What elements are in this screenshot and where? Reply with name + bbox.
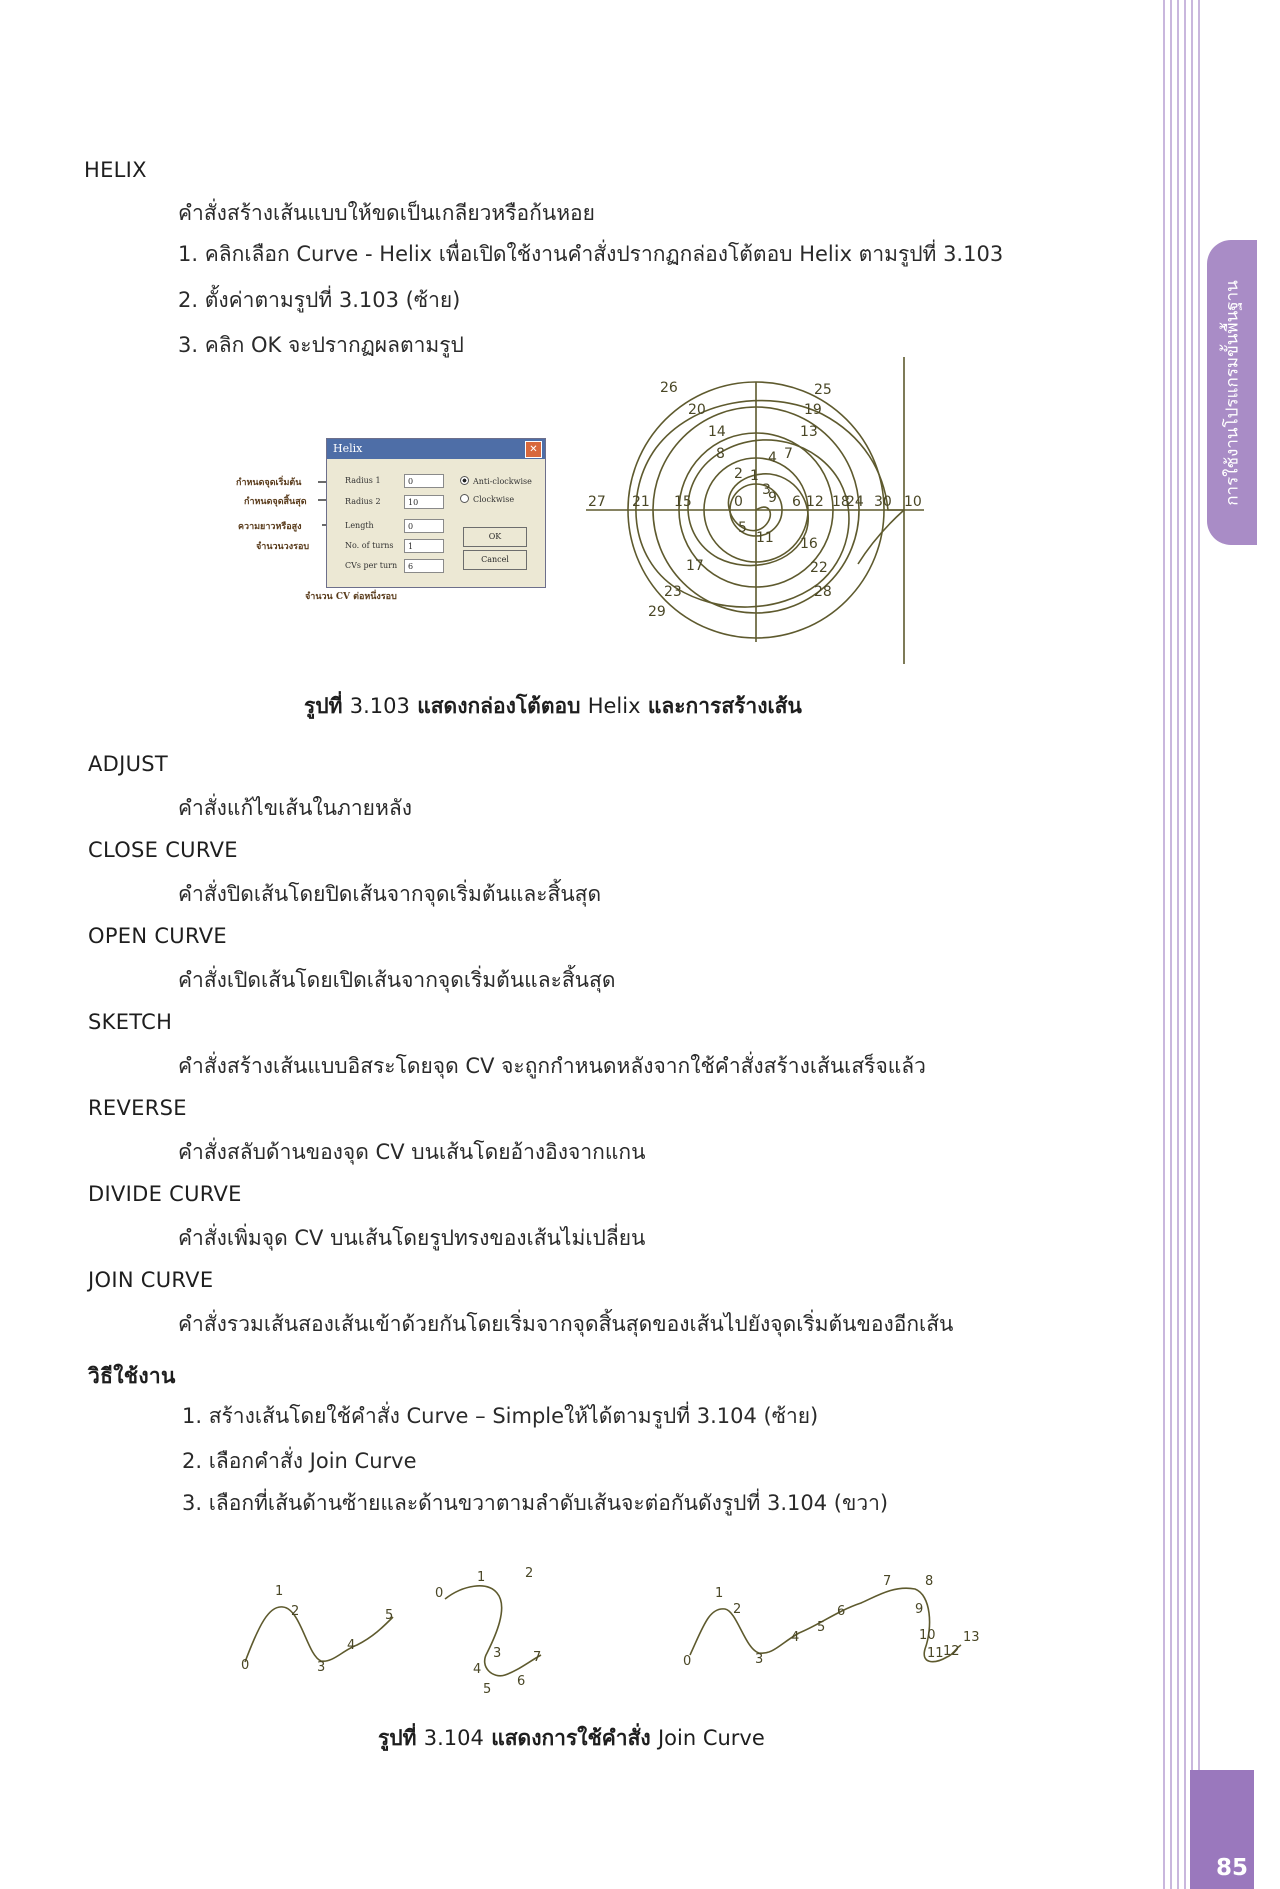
ok-button[interactable]: OK: [463, 527, 527, 547]
caption1-text: แสดงกล่องโต้ตอบ: [417, 694, 581, 718]
joined-curve-cv-label: 3: [755, 1652, 764, 1667]
spiral-point-label: 5: [738, 520, 747, 536]
spiral-point-label: 20: [688, 402, 706, 418]
spiral-point-label: 9: [768, 490, 777, 506]
anticlockwise-label: Anti-clockwise: [473, 477, 532, 486]
dialog-title: Helix: [333, 442, 363, 455]
caption1-prefix: รูปที่: [304, 694, 343, 718]
left-curve-line: [245, 1607, 393, 1662]
close-curve-desc: คำสั่งปิดเส้นโดยปิดเส้นจากจุดเริ่มต้นและสิ้นสุด: [178, 882, 602, 906]
middle-curve-cv-label: 1: [477, 1570, 486, 1585]
spiral-point-label: 1: [750, 468, 759, 484]
open-curve-heading: OPEN CURVE: [88, 924, 227, 948]
usage-step-2: 2. เลือกคำสั่ง Join Curve: [182, 1449, 417, 1473]
spiral-point-label: 7: [784, 446, 793, 462]
spiral-point-label: 29: [648, 604, 666, 620]
caption2-en: Join Curve: [657, 1726, 765, 1750]
page-number-box: [1190, 1770, 1254, 1889]
spiral-point-label: 14: [708, 424, 726, 440]
usage-step-3: 3. เลือกที่เส้นด้านซ้ายและด้านขวาตามลำดับเส้นจะต่อกันดังรูปที่ 3.104 (ขวา): [182, 1491, 889, 1515]
chapter-tab-label: การใช้งานโปรแกรมขั้นพื้นฐาน: [1222, 279, 1243, 506]
length-input[interactable]: 0: [404, 519, 444, 533]
adjust-heading: ADJUST: [88, 752, 169, 776]
spiral-point-label: 10: [904, 494, 922, 510]
length-label: Length: [345, 521, 374, 530]
helix-dialog: [326, 438, 546, 588]
spiral-point-label: 6: [792, 494, 801, 510]
spiral-point-label: 22: [810, 560, 828, 576]
spiral-point-label: 17: [686, 558, 704, 574]
joined-curve-cv-label: 6: [837, 1604, 846, 1619]
spiral-point-label: 11: [756, 530, 774, 546]
middle-curve-line: [445, 1586, 541, 1676]
joined-curve-cv-label: 12: [943, 1644, 960, 1659]
spiral-point-label: 0: [734, 494, 743, 510]
spiral-point-label: 15: [674, 494, 692, 510]
open-curve-desc: คำสั่งเปิดเส้นโดยเปิดเส้นจากจุดเริ่มต้นและสิ้นสุด: [178, 968, 616, 992]
radius2-label: Radius 2: [345, 497, 381, 506]
joined-curve-cv-label: 8: [925, 1574, 934, 1589]
radius1-label: Radius 1: [345, 476, 381, 485]
spiral-point-label: 27: [588, 494, 606, 510]
helix-step-2: 2. ตั้งค่าตามรูปที่ 3.103 (ซ้าย): [178, 288, 461, 312]
annotation-cvs: จำนวน CV ต่อหนึ่งรอบ: [305, 592, 397, 602]
joined-curve-cv-label: 5: [817, 1620, 826, 1635]
spiral-point-label: 26: [660, 380, 678, 396]
caption1-suffix: และการสร้างเส้น: [647, 694, 802, 718]
helix-heading: HELIX: [84, 158, 147, 182]
spiral-point-label: 3: [762, 482, 771, 498]
caption2-text: แสดงการใช้คำสั่ง: [491, 1726, 651, 1750]
sketch-desc: คำสั่งสร้างเส้นแบบอิสระโดยจุด CV จะถูกกำหนดหลังจากใช้คำสั่งสร้างเส้นเสร็จแล้ว: [178, 1054, 926, 1078]
spiral-point-label: 18: [832, 494, 850, 510]
radius2-input[interactable]: 10: [404, 495, 444, 509]
annotation-start: กำหนดจุดเริ่มต้น: [236, 478, 302, 488]
left-curve-cv-label: 0: [241, 1658, 250, 1673]
helix-step-3: 3. คลิก OK จะปรากฏผลตามรูป: [178, 333, 464, 357]
usage-step-1: 1. สร้างเส้นโดยใช้คำสั่ง Curve – Simpleให้ได้ตามรูปที่ 3.104 (ซ้าย): [182, 1404, 819, 1428]
figure-caption-3-104: [378, 1722, 765, 1755]
radio-selected-icon: [460, 476, 469, 485]
join-curve-heading: JOIN CURVE: [88, 1268, 214, 1292]
joined-curve-cv-label: 11: [927, 1646, 944, 1661]
joined-curve-cv-label: 4: [791, 1630, 800, 1645]
annotation-end: กำหนดจุดสิ้นสุด: [244, 497, 307, 507]
close-icon[interactable]: ✕: [525, 441, 542, 458]
left-curve-cv-label: 5: [385, 1608, 394, 1623]
dialog-titlebar: [327, 439, 545, 459]
caption2-prefix: รูปที่: [378, 1726, 417, 1750]
middle-curve-cv-label: 3: [493, 1646, 502, 1661]
turns-label: No. of turns: [345, 541, 394, 550]
close-curve-heading: CLOSE CURVE: [88, 838, 238, 862]
spiral-point-label: 16: [800, 536, 818, 552]
annotation-length: ความยาวหรือสูง: [238, 522, 302, 532]
spiral-point-label: 23: [664, 584, 682, 600]
clockwise-label: Clockwise: [473, 495, 515, 504]
annotation-turns: จำนวนวงรอบ: [256, 542, 310, 552]
middle-curve-cv-label: 6: [517, 1674, 526, 1689]
spiral-point-label: 25: [814, 382, 832, 398]
joined-curve-cv-label: 1: [715, 1586, 724, 1601]
spiral-point-label: 13: [800, 424, 818, 440]
middle-curve-cv-label: 2: [525, 1566, 534, 1581]
spiral-point-label: 28: [814, 584, 832, 600]
middle-curve-cv-label: 0: [435, 1586, 444, 1601]
caption2-number: 3.104: [423, 1726, 484, 1750]
spiral-point-label: 8: [716, 446, 725, 462]
joined-curve-cv-label: 9: [915, 1602, 924, 1617]
sketch-heading: SKETCH: [88, 1010, 173, 1034]
spiral-point-label: 21: [632, 494, 650, 510]
adjust-desc: คำสั่งแก้ไขเส้นในภายหลัง: [178, 796, 412, 820]
middle-curve-cv-label: 5: [483, 1682, 492, 1695]
reverse-desc: คำสั่งสลับด้านของจุด CV บนเส้นโดยอ้างอิงจากแกน: [178, 1140, 646, 1164]
anticlockwise-radio[interactable]: [460, 476, 532, 486]
spiral-point-label: 4: [768, 450, 777, 466]
spiral-point-label: 12: [806, 494, 824, 510]
spiral-point-label: 24: [846, 494, 864, 510]
cvs-label: CVs per turn: [345, 561, 398, 570]
radius1-input[interactable]: 0: [404, 474, 444, 488]
caption1-en: Helix: [587, 694, 641, 718]
usage-heading: วิธีใช้งาน: [88, 1364, 176, 1388]
middle-curve-cv-label: 4: [473, 1662, 482, 1677]
joined-curve-line: [690, 1588, 961, 1661]
joined-curve-cv-label: 2: [733, 1602, 742, 1617]
left-curve-cv-label: 1: [275, 1584, 284, 1599]
page-number: 85: [1215, 1855, 1248, 1881]
clockwise-radio[interactable]: [460, 494, 514, 504]
spiral-point-label: 19: [804, 402, 822, 418]
radio-empty-icon: [460, 494, 469, 503]
turns-input[interactable]: 1: [404, 539, 444, 553]
figure-caption-3-103: [304, 690, 802, 723]
divide-curve-heading: DIVIDE CURVE: [88, 1182, 242, 1206]
divide-curve-desc: คำสั่งเพิ่มจุด CV บนเส้นโดยรูปทรงของเส้นไม่เปลี่ยน: [178, 1226, 646, 1250]
left-curve-cv-label: 3: [317, 1660, 326, 1675]
chapter-tab: [1207, 240, 1257, 545]
left-curve-cv-label: 4: [347, 1638, 356, 1653]
spiral-point-label: 2: [734, 466, 743, 482]
helix-desc: คำสั่งสร้างเส้นแบบให้ขดเป็นเกลียวหรือก้นหอย: [178, 201, 595, 225]
cancel-button[interactable]: Cancel: [463, 550, 527, 570]
middle-curve-cv-label: 7: [533, 1650, 542, 1665]
joined-curve-cv-label: 7: [883, 1574, 892, 1589]
joined-curve-cv-label: 10: [919, 1628, 936, 1643]
spiral-point-label: 30: [874, 494, 892, 510]
caption1-number: 3.103: [349, 694, 410, 718]
helix-spiral-figure: [578, 352, 933, 667]
joined-curve-cv-label: 13: [963, 1630, 980, 1645]
helix-step-1: 1. คลิกเลือก Curve - Helix เพื่อเปิดใช้งานคำสั่งปรากฏกล่องโต้ตอบ Helix ตามรูปที่ 3.103: [178, 242, 1004, 266]
left-curve-cv-label: 2: [291, 1604, 300, 1619]
joined-curve-cv-label: 0: [683, 1654, 692, 1669]
join-curve-figure: [225, 1545, 995, 1695]
reverse-heading: REVERSE: [88, 1096, 187, 1120]
cvs-input[interactable]: 6: [404, 559, 444, 573]
join-curve-desc: คำสั่งรวมเส้นสองเส้นเข้าด้วยกันโดยเริ่มจากจุดสิ้นสุดของเส้นไปยังจุดเริ่มต้นของอีกเส้น: [178, 1312, 954, 1336]
